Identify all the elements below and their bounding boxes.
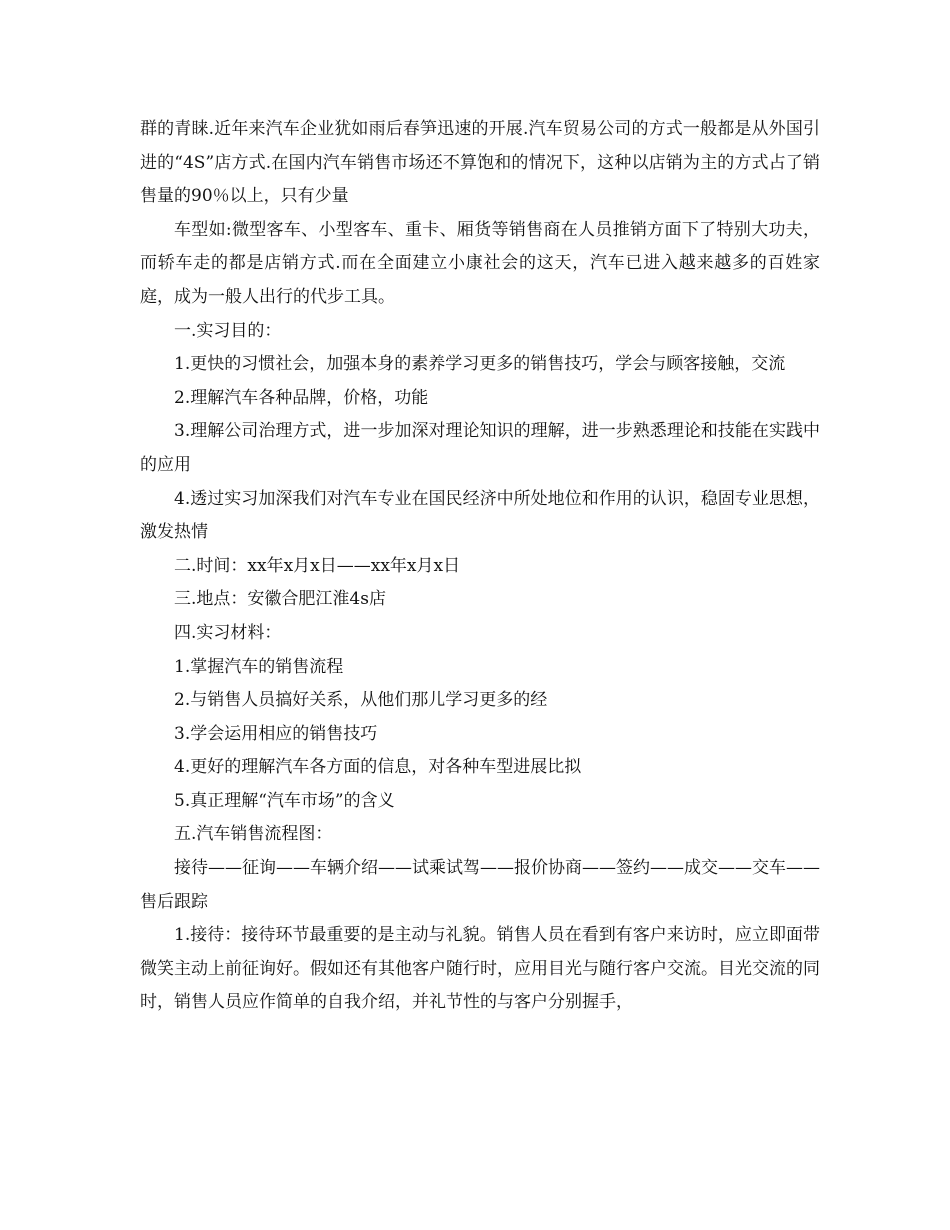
list-item-material-4: 4.更好的理解汽车各方面的信息，对各种车型进展比拟 [174, 757, 582, 778]
heading-sales-flow: 五.汽车销售流程图： [174, 824, 333, 845]
list-item-material-2: 2.与销售人员搞好关系，从他们那儿学习更多的经 [174, 690, 548, 711]
list-item-material-5: 5.真正理解“汽车市场”的含义 [174, 790, 395, 811]
list-item-material-3: 3.学会运用相应的销售技巧 [174, 723, 378, 744]
heading-internship-purpose: 一.实习目的： [174, 320, 282, 341]
document-body [140, 113, 820, 1020]
paragraph-reception: 1.接待：接待环节最重要的是主动与礼貌。销售人员在看到有客户来访时，应立即面带微笑主动上前征询好。假如还有其他客户随行时，应用目光与随行客户交流。目光交流的同时，销售人员应作简单的自我介绍，并礼节性的与客户分别握手， [140, 925, 820, 1013]
paragraph-intro-continued: 群的青睐.近年来汽车企业犹如雨后春笋迅速的开展.汽车贸易公司的方式一般都是从外国引进的“4S”店方式.在国内汽车销售市场还不算饱和的情况下，这种以店销为主的方式占了销售量的90％以上，只有少量 [140, 119, 820, 207]
paragraph-vehicle-types: 车型如:微型客车、小型客车、重卡、厢货等销售商在人员推销方面下了特别大功夫，而轿车走的都是店销方式.而在全面建立小康社会的这天，汽车已进入越来越多的百姓家庭，成为一般人出行的代步工具。 [140, 219, 820, 307]
heading-internship-materials: 四.实习材料： [174, 622, 282, 643]
list-item-purpose-2: 2.理解汽车各种品牌，价格，功能 [174, 387, 429, 408]
list-item-material-1: 1.掌握汽车的销售流程 [174, 656, 344, 677]
list-item-purpose-1: 1.更快的习惯社会，加强本身的素养学习更多的销售技巧，学会与顾客接触，交流 [174, 354, 786, 375]
heading-location: 三.地点：安徽合肥江淮4s店 [174, 589, 386, 610]
list-item-purpose-4: 4.透过实习加深我们对汽车专业在国民经济中所处地位和作用的认识，稳固专业思想，激发热情 [140, 488, 820, 543]
paragraph-sales-flow-steps: 接待——征询——车辆介绍——试乘试驾——报价协商——签约——成交——交车——售后跟踪 [140, 858, 820, 912]
heading-time: 二.时间：xx年x月x日——xx年x月x日 [174, 555, 461, 576]
list-item-purpose-3: 3.理解公司治理方式，进一步加深对理论知识的理解，进一步熟悉理论和技能在实践中的应用 [140, 421, 820, 475]
